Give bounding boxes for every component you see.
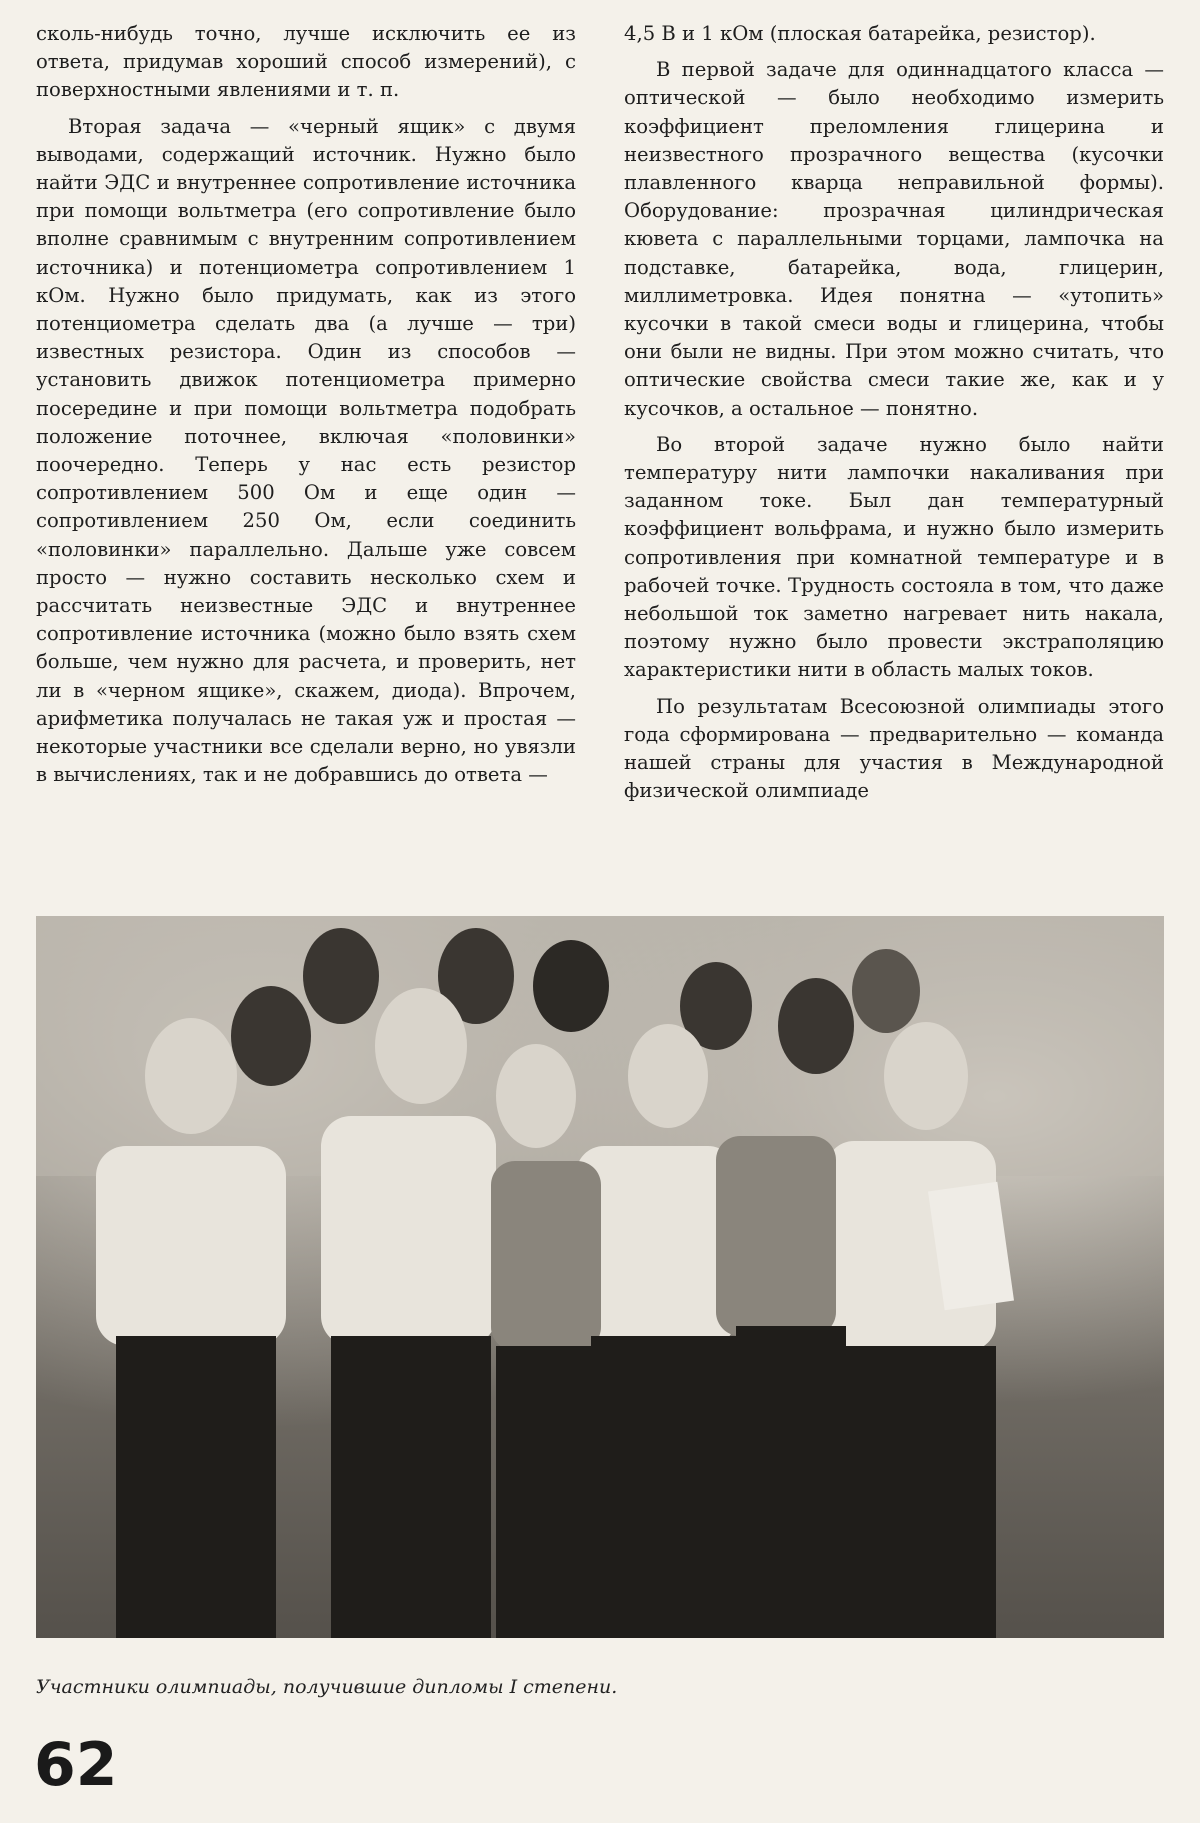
text-column-left <box>36 20 576 789</box>
photo-caption: Участники олимпиады, получившие дипломы I степени. <box>36 1676 618 1698</box>
page-number: 62 <box>34 1730 118 1800</box>
paragraph: По результатам Всесоюзной олимпиады этого года сформирована — предварительно — команда нашей страны для участия в Международной физической олимпиаде <box>624 694 1164 803</box>
paragraph: Во второй задаче нужно было найти температуру нити лампочки накаливания при заданном токе. Был дан температурный коэффициент вольфрама, и нужно было измерить сопротивления при комнатной температуре и в рабочей точке. Трудность состояла в том, что даже небольшой ток заметно нагревает нить накала, поэтому нужно было провести экстраполяцию характеристики нити в область малых токов. <box>624 432 1164 682</box>
paragraph: 4,5 В и 1 кОм (плоская батарейка, резистор). <box>624 22 1096 45</box>
group-photo <box>36 916 1164 1638</box>
text-column-right <box>624 20 1164 805</box>
paragraph: сколь-нибудь точно, лучше исключить ее из ответа, придумав хороший способ измерений), с поверхностными явлениями и т. п. <box>36 22 576 102</box>
paragraph: В первой задаче для одиннадцатого класса — оптической — было необходимо измерить коэффициент преломления глицерина и неизвестного прозрачного вещества (кусочки плавленного кварца неправильной формы). Оборудование: прозрачная цилиндрическая кювета с параллельными торцами, лампочка на подставке, батарейка, вода, глицерин, миллиметровка. Идея понятна — «утопить» кусочки в такой смеси воды и глицерина, чтобы они были не видны. При этом можно считать, что оптические свойства смеси такие же, как и у кусочков, а остальное — понятно. <box>624 58 1164 420</box>
paragraph: Вторая задача — «черный ящик» с двумя выводами, содержащий источник. Нужно было найти ЭДС и внутреннее сопротивление источника при помощи вольтметра (его сопротивление было вполне сравнимым с внутренним сопротивлением источника) и потенциометра сопротивлением 1 кОм. Нужно было придумать, как из этого потенциометра сделать два (а лучше — три) известных резистора. Один из способов — установить движок потенциометра примерно посередине и при помощи вольтметра подобрать положение поточнее, включая «половинки» поочередно. Теперь у нас есть резистор сопротивлением 500 Ом и еще один — сопротивлением 250 Ом, если соединить «половинки» параллельно. Дальше уже совсем просто — нужно составить несколько схем и рассчитать неизвестные ЭДС и внутреннее сопротивление источника (можно было взять схем больше, чем нужно для расчета, и проверить, нет ли в «черном ящике», скажем, диода). Впрочем, арифметика получалась не такая уж и простая — некоторые участники все сделали верно, но увязли в вычислениях, так и не добравшись до ответа — <box>36 114 576 787</box>
group-photo-illustration <box>36 916 1164 1638</box>
